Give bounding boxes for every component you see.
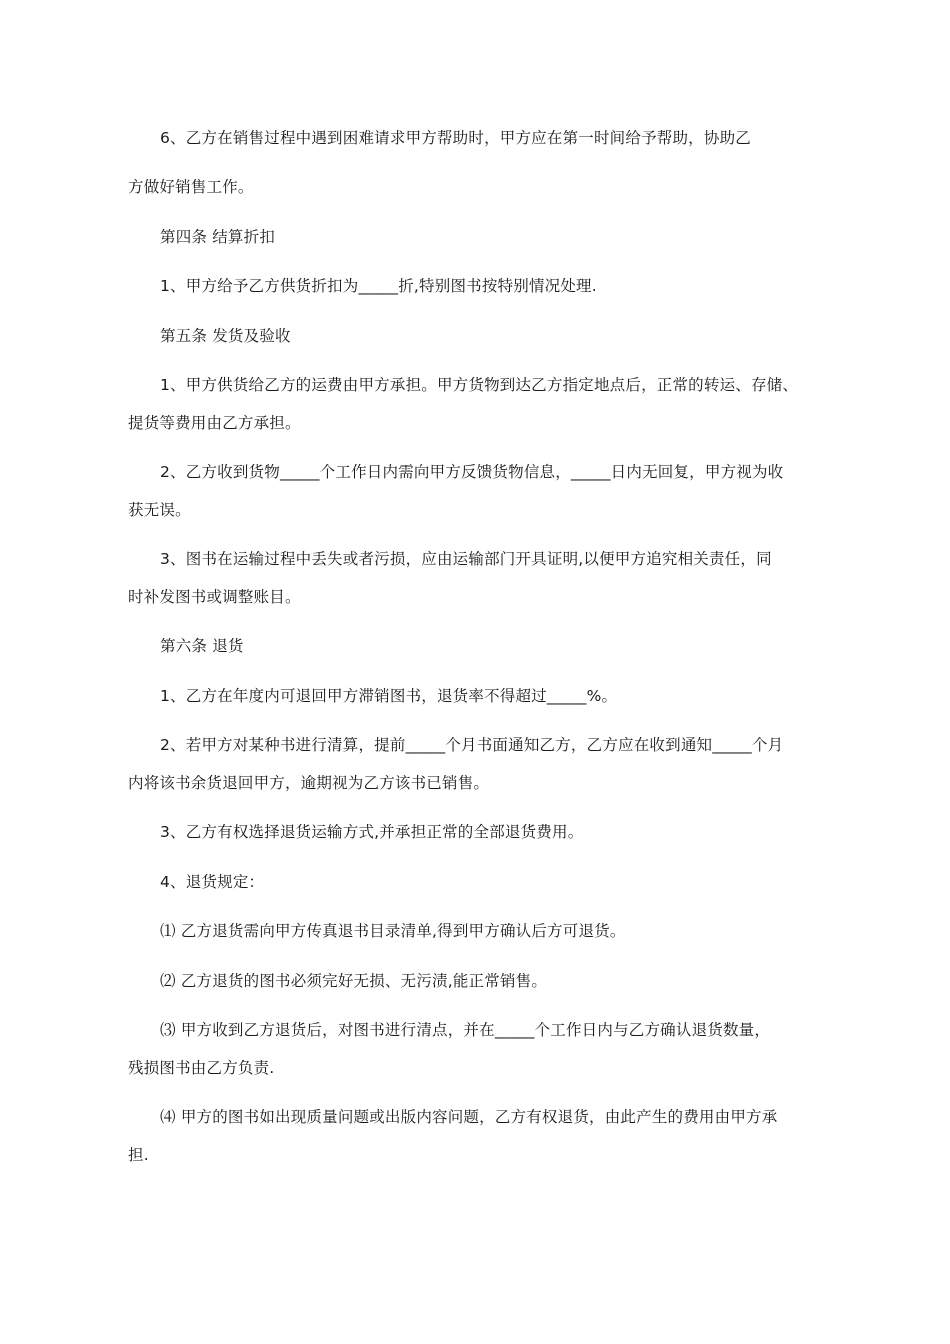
paragraph-line: 残损图书由乙方负责. bbox=[128, 1059, 275, 1077]
article-heading: 第六条 退货 bbox=[160, 637, 244, 655]
paragraph-line: 1、甲方供货给乙方的运费由甲方承担。甲方货物到达乙方指定地点后，正常的转运、存储、 bbox=[160, 376, 799, 394]
paragraph-line: 内将该书余货退回甲方，逾期视为乙方该书已销售。 bbox=[128, 774, 490, 792]
paragraph-line: 6、乙方在销售过程中遇到困难请求甲方帮助时，甲方应在第一时间给予帮助，协助乙 bbox=[160, 129, 751, 147]
paragraph-line: 3、图书在运输过程中丢失或者污损，应由运输部门开具证明,以便甲方追究相关责任，同 bbox=[160, 550, 772, 568]
paragraph-line: ⑴ 乙方退货需向甲方传真退书目录清单,得到甲方确认后方可退货。 bbox=[160, 922, 626, 940]
paragraph-line: 1、乙方在年度内可退回甲方滞销图书，退货率不得超过_____%。 bbox=[160, 687, 618, 705]
paragraph-line: ⑵ 乙方退货的图书必须完好无损、无污渍,能正常销售。 bbox=[160, 972, 548, 990]
paragraph-line: ⑶ 甲方收到乙方退货后，对图书进行清点，并在_____个工作日内与乙方确认退货数量， bbox=[160, 1021, 771, 1039]
paragraph-line: 2、乙方收到货物_____个工作日内需向甲方反馈货物信息，_____日内无回复，甲方视为收 bbox=[160, 463, 784, 481]
paragraph-line: 提货等费用由乙方承担。 bbox=[128, 414, 301, 432]
article-heading: 第五条 发货及验收 bbox=[160, 327, 291, 345]
paragraph-line: 方做好销售工作。 bbox=[128, 178, 254, 196]
paragraph-line: 1、甲方给予乙方供货折扣为_____折,特别图书按特别情况处理. bbox=[160, 277, 597, 295]
paragraph-line: 担. bbox=[128, 1146, 149, 1164]
paragraph-line: 获无误。 bbox=[128, 501, 191, 519]
paragraph-line: 时补发图书或调整账目。 bbox=[128, 588, 301, 606]
paragraph-line: 4、退货规定： bbox=[160, 873, 265, 891]
paragraph-line: 2、若甲方对某种书进行清算，提前_____个月书面通知乙方，乙方应在收到通知_____个月 bbox=[160, 736, 784, 754]
paragraph-line: 3、乙方有权选择退货运输方式,并承担正常的全部退货费用。 bbox=[160, 823, 584, 841]
paragraph-line: ⑷ 甲方的图书如出现质量问题或出版内容问题，乙方有权退货，由此产生的费用由甲方承 bbox=[160, 1108, 778, 1126]
article-heading: 第四条 结算折扣 bbox=[160, 228, 276, 246]
